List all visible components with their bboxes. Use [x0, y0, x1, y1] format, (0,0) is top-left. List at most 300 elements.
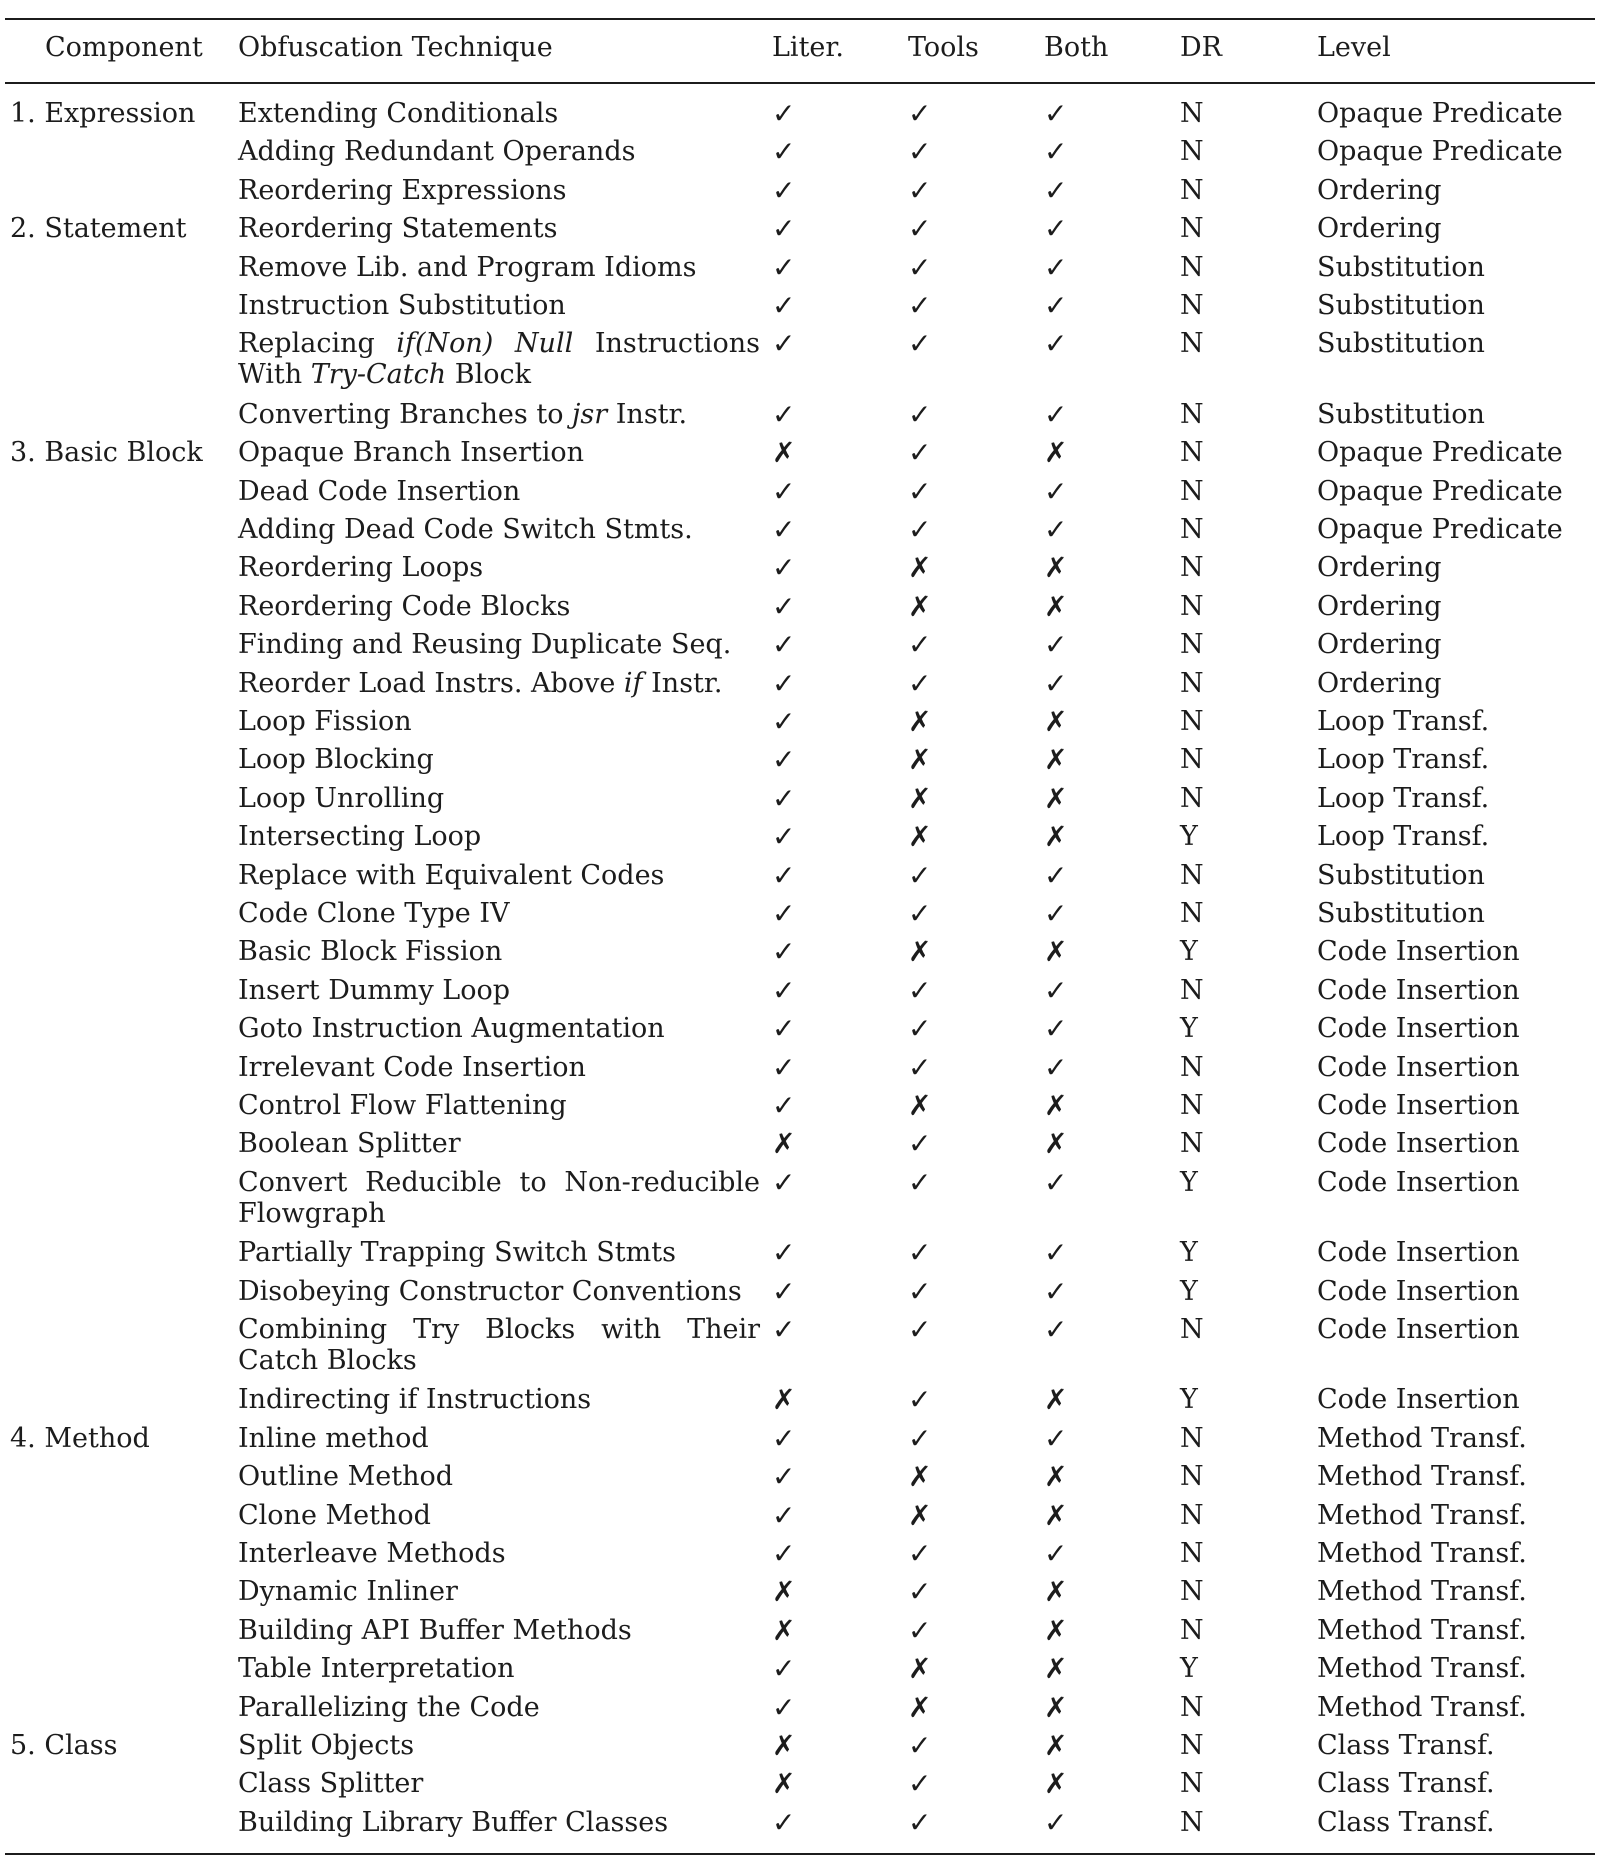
- level-cell: Class Transf.: [1317, 1768, 1495, 1800]
- tools-mark: ✓: [908, 666, 932, 700]
- dr-cell: N: [1180, 475, 1204, 507]
- liter-mark: ✓: [772, 1460, 796, 1494]
- component-cell: 4. Method: [10, 1422, 150, 1454]
- technique-text: Adding Dead Code Switch Stmts.: [238, 514, 693, 545]
- technique-text: Block: [446, 359, 531, 391]
- technique-text: Inline method: [238, 1422, 429, 1454]
- liter-mark: ✗: [772, 1127, 796, 1161]
- technique-text: Reordering Expressions: [238, 174, 567, 206]
- technique-cell: [238, 1276, 760, 1307]
- liter-mark: ✓: [772, 173, 796, 207]
- technique-text: Reordering Statements: [238, 213, 558, 245]
- technique-cell: [238, 175, 760, 206]
- technique-text: Reordering Code Blocks: [238, 590, 571, 622]
- technique-cell: [238, 1090, 760, 1121]
- level-cell: Loop Transf.: [1317, 706, 1490, 737]
- technique-cell: [238, 1237, 760, 1268]
- level-cell: Code Insertion: [1317, 974, 1520, 1006]
- dr-cell: N: [1180, 1051, 1204, 1083]
- technique-text: Code Clone Type IV: [238, 898, 510, 929]
- liter-mark: ✓: [772, 97, 796, 130]
- table-row: [0, 328, 1598, 398]
- technique-text: if(Non) Null: [396, 328, 574, 360]
- table-row: [0, 1461, 1598, 1499]
- dr-cell: Y: [1180, 821, 1198, 853]
- tools-mark: ✓: [908, 250, 932, 284]
- level-cell: Ordering: [1317, 629, 1442, 661]
- liter-mark: ✗: [772, 1767, 796, 1801]
- technique-cell: [238, 668, 760, 699]
- both-mark: ✓: [1044, 397, 1068, 431]
- technique-cell: [238, 252, 760, 283]
- liter-mark: ✓: [772, 628, 796, 662]
- table-row: [0, 514, 1598, 552]
- table-row: [0, 1500, 1598, 1538]
- table-row: [0, 1167, 1598, 1237]
- both-mark: ✓: [1044, 628, 1068, 662]
- technique-cell: [238, 1692, 760, 1723]
- both-mark: ✓: [1044, 666, 1068, 700]
- both-mark: ✓: [1044, 897, 1068, 930]
- level-cell: Loop Transf.: [1317, 782, 1490, 814]
- tools-mark: ✗: [908, 1498, 932, 1532]
- level-cell: Ordering: [1317, 213, 1442, 245]
- technique-cell: [238, 629, 760, 660]
- liter-mark: ✓: [772, 705, 796, 738]
- tools-mark: ✓: [908, 858, 932, 892]
- liter-mark: ✗: [772, 1729, 796, 1762]
- tools-mark: ✗: [908, 589, 932, 623]
- dr-cell: N: [1180, 974, 1204, 1006]
- level-cell: Code Insertion: [1317, 1128, 1520, 1160]
- table-row: [0, 1052, 1598, 1090]
- level-cell: Opaque Predicate: [1317, 475, 1563, 507]
- liter-mark: ✗: [772, 1575, 796, 1609]
- tools-mark: ✗: [908, 935, 932, 969]
- dr-cell: N: [1180, 174, 1204, 206]
- technique-cell: [238, 1167, 760, 1229]
- dr-cell: Y: [1180, 1275, 1198, 1307]
- liter-mark: ✓: [772, 1274, 796, 1308]
- both-mark: ✗: [1044, 1383, 1068, 1417]
- technique-text: Dynamic Inliner: [238, 1576, 458, 1608]
- liter-mark: ✓: [772, 781, 796, 815]
- technique-cell: [238, 437, 760, 468]
- tools-mark: ✓: [908, 1613, 932, 1647]
- table-row: [0, 1314, 1598, 1384]
- technique-cell: [238, 860, 760, 891]
- level-cell: Code Insertion: [1317, 1090, 1520, 1121]
- technique-cell: [238, 1653, 760, 1684]
- dr-cell: N: [1180, 1538, 1204, 1569]
- technique-cell: [238, 821, 760, 852]
- technique-text: Adding Redundant Operands: [238, 136, 636, 168]
- technique-text: Extending Conditionals: [238, 98, 559, 129]
- table-row: [0, 821, 1598, 859]
- level-cell: Method Transf.: [1317, 1576, 1527, 1608]
- both-mark: ✓: [1044, 1236, 1068, 1270]
- technique-cell: [238, 591, 760, 622]
- tools-mark: ✓: [908, 212, 932, 246]
- liter-mark: ✓: [772, 1313, 796, 1346]
- tools-mark: ✓: [908, 1575, 932, 1609]
- both-mark: ✗: [1044, 705, 1068, 738]
- tools-mark: ✓: [908, 1127, 932, 1161]
- tools-mark: ✓: [908, 97, 932, 130]
- tools-mark: ✗: [908, 1690, 932, 1724]
- liter-mark: ✓: [772, 666, 796, 700]
- technique-cell: [238, 552, 760, 583]
- liter-mark: ✓: [772, 935, 796, 969]
- table-row: [0, 1423, 1598, 1461]
- level-cell: Opaque Predicate: [1317, 98, 1563, 129]
- dr-cell: Y: [1180, 936, 1198, 968]
- both-mark: ✗: [1044, 551, 1068, 585]
- technique-text: Indirecting if Instructions: [238, 1384, 592, 1416]
- technique-text: Reorder Load Instrs. Above: [238, 667, 624, 699]
- both-mark: ✓: [1044, 289, 1068, 322]
- dr-cell: N: [1180, 398, 1204, 430]
- technique-text: Clone Method: [238, 1499, 431, 1531]
- technique-text: Insert Dummy Loop: [238, 974, 511, 1006]
- table-row: [0, 1730, 1598, 1768]
- technique-text: Building API Buffer Methods: [238, 1614, 632, 1646]
- both-mark: ✓: [1044, 1421, 1068, 1455]
- technique-text: Loop Blocking: [238, 744, 434, 776]
- technique-cell: [238, 1576, 760, 1607]
- tools-mark: ✗: [908, 705, 932, 738]
- both-mark: ✓: [1044, 513, 1068, 546]
- both-mark: ✗: [1044, 935, 1068, 969]
- liter-mark: ✓: [772, 212, 796, 246]
- tools-mark: ✓: [908, 513, 932, 546]
- technique-cell: [238, 1500, 760, 1531]
- both-mark: ✓: [1044, 327, 1068, 361]
- technique-cell: [238, 1013, 760, 1044]
- technique-cell: [238, 136, 760, 167]
- level-cell: Substitution: [1317, 290, 1485, 321]
- tools-mark: ✓: [908, 1050, 932, 1084]
- dr-cell: N: [1180, 251, 1204, 283]
- both-mark: ✗: [1044, 1613, 1068, 1647]
- tools-mark: ✓: [908, 397, 932, 431]
- table-row: [0, 1237, 1598, 1275]
- dr-cell: Y: [1180, 1013, 1198, 1045]
- technique-text: Replace with Equivalent Codes: [238, 859, 665, 891]
- dr-cell: Y: [1180, 1237, 1198, 1269]
- technique-text: Dead Code Insertion: [238, 475, 521, 507]
- technique-cell: [238, 1314, 760, 1376]
- level-cell: Code Insertion: [1317, 1166, 1520, 1198]
- tools-mark: ✓: [908, 1274, 932, 1308]
- table-row: [0, 1615, 1598, 1653]
- dr-cell: N: [1180, 136, 1204, 168]
- liter-mark: ✓: [772, 513, 796, 546]
- both-mark: ✗: [1044, 820, 1068, 854]
- dr-cell: N: [1180, 1314, 1204, 1345]
- technique-cell: [238, 1768, 760, 1799]
- dr-cell: N: [1180, 1128, 1204, 1160]
- level-cell: Class Transf.: [1317, 1806, 1495, 1838]
- dr-cell: N: [1180, 1461, 1204, 1493]
- table-row: [0, 1013, 1598, 1051]
- technique-text: jsr: [572, 398, 608, 430]
- tools-mark: ✓: [908, 327, 932, 361]
- table-row: [0, 552, 1598, 590]
- liter-mark: ✓: [772, 1050, 796, 1084]
- technique-text: Interleave Methods: [238, 1538, 506, 1569]
- component-cell: 5. Class: [10, 1730, 118, 1761]
- tools-mark: ✓: [908, 1383, 932, 1417]
- liter-mark: ✓: [772, 327, 796, 361]
- header-technique: Obfuscation Technique: [238, 32, 553, 63]
- header-level: Level: [1317, 32, 1391, 63]
- table-row: [0, 629, 1598, 667]
- tools-mark: ✓: [908, 173, 932, 207]
- table-row: [0, 668, 1598, 706]
- technique-text: Parallelizing the Code: [238, 1691, 540, 1723]
- liter-mark: ✓: [772, 743, 796, 777]
- both-mark: ✓: [1044, 1012, 1068, 1046]
- dr-cell: N: [1180, 782, 1204, 814]
- tools-mark: ✗: [908, 743, 932, 777]
- level-cell: Method Transf.: [1317, 1614, 1527, 1646]
- level-cell: Method Transf.: [1317, 1691, 1527, 1723]
- table-header: [0, 32, 1598, 68]
- technique-text: Instr.: [642, 667, 723, 699]
- technique-cell: [238, 1538, 760, 1569]
- technique-text: Opaque Branch Insertion: [238, 437, 585, 469]
- technique-text: Disobeying Constructor Conventions: [238, 1275, 742, 1307]
- level-cell: Ordering: [1317, 590, 1442, 622]
- technique-text: Loop Unrolling: [238, 782, 445, 814]
- level-cell: Method Transf.: [1317, 1461, 1527, 1493]
- level-cell: Substitution: [1317, 398, 1485, 430]
- both-mark: ✗: [1044, 781, 1068, 815]
- both-mark: ✗: [1044, 1089, 1068, 1122]
- technique-text: Replacing: [238, 328, 397, 360]
- technique-text: Converting Branches to: [238, 398, 573, 430]
- table-row: [0, 136, 1598, 174]
- liter-mark: ✓: [772, 135, 796, 169]
- liter-mark: ✓: [772, 858, 796, 892]
- dr-cell: N: [1180, 744, 1204, 776]
- liter-mark: ✓: [772, 820, 796, 854]
- tools-mark: ✓: [908, 474, 932, 508]
- both-mark: ✗: [1044, 1575, 1068, 1609]
- table-row: [0, 213, 1598, 251]
- technique-text: Goto Instruction Augmentation: [238, 1013, 665, 1045]
- liter-mark: ✓: [772, 1537, 796, 1570]
- table-row: [0, 975, 1598, 1013]
- dr-cell: N: [1180, 898, 1204, 929]
- table-row: [0, 1276, 1598, 1314]
- technique-cell: [238, 1423, 760, 1454]
- technique-text: Combining Try Blocks with Their Catch Blocks: [238, 1314, 760, 1376]
- both-mark: ✓: [1044, 1274, 1068, 1308]
- both-mark: ✓: [1044, 474, 1068, 508]
- technique-text: Irrelevant Code Insertion: [238, 1051, 586, 1083]
- technique-cell: [238, 898, 760, 929]
- level-cell: Method Transf.: [1317, 1422, 1527, 1454]
- technique-text: Table Interpretation: [238, 1653, 515, 1685]
- liter-mark: ✓: [772, 551, 796, 585]
- tools-mark: ✓: [908, 628, 932, 662]
- dr-cell: N: [1180, 552, 1204, 584]
- dr-cell: Y: [1180, 1384, 1198, 1416]
- technique-text: Reordering Loops: [238, 552, 484, 584]
- technique-text: Split Objects: [238, 1730, 415, 1761]
- dr-cell: N: [1180, 1691, 1204, 1723]
- liter-mark: ✓: [772, 1421, 796, 1455]
- header-liter: Liter.: [772, 32, 844, 63]
- liter-mark: ✓: [772, 474, 796, 508]
- table-row: [0, 936, 1598, 974]
- technique-text: Remove Lib. and Program Idioms: [238, 251, 697, 283]
- level-cell: Code Insertion: [1317, 1237, 1520, 1269]
- tools-mark: ✓: [908, 897, 932, 930]
- both-mark: ✓: [1044, 173, 1068, 207]
- technique-text: Outline Method: [238, 1461, 453, 1493]
- both-mark: ✗: [1044, 1767, 1068, 1801]
- technique-text: Convert Reducible to Non-reducible Flowgraph: [238, 1166, 760, 1229]
- technique-text: if: [623, 667, 643, 699]
- dr-cell: N: [1180, 859, 1204, 891]
- technique-cell: [238, 476, 760, 507]
- header-both: Both: [1044, 32, 1109, 63]
- level-cell: Method Transf.: [1317, 1653, 1527, 1685]
- table-row: [0, 175, 1598, 213]
- technique-cell: [238, 1615, 760, 1646]
- table-row: [0, 898, 1598, 936]
- both-mark: ✓: [1044, 1805, 1068, 1839]
- liter-mark: ✗: [772, 1613, 796, 1647]
- technique-cell: [238, 1807, 760, 1838]
- level-cell: Code Insertion: [1317, 1314, 1520, 1345]
- level-cell: Substitution: [1317, 328, 1485, 360]
- tools-mark: ✓: [908, 436, 932, 470]
- table-row: [0, 1538, 1598, 1576]
- liter-mark: ✗: [772, 436, 796, 470]
- tools-mark: ✓: [908, 135, 932, 169]
- technique-text: Loop Fission: [238, 706, 412, 737]
- tools-mark: ✗: [908, 1089, 932, 1122]
- level-cell: Code Insertion: [1317, 1275, 1520, 1307]
- level-cell: Method Transf.: [1317, 1499, 1527, 1531]
- both-mark: ✗: [1044, 589, 1068, 623]
- tools-mark: ✓: [908, 1537, 932, 1570]
- level-cell: Substitution: [1317, 251, 1485, 283]
- technique-cell: [238, 1052, 760, 1083]
- table-row: [0, 290, 1598, 328]
- both-mark: ✓: [1044, 212, 1068, 246]
- table-row: [0, 1576, 1598, 1614]
- liter-mark: ✓: [772, 1089, 796, 1122]
- level-cell: Code Insertion: [1317, 1051, 1520, 1083]
- dr-cell: N: [1180, 1576, 1204, 1608]
- liter-mark: ✓: [772, 589, 796, 623]
- table-header-rule: [5, 82, 1595, 84]
- liter-mark: ✓: [772, 250, 796, 284]
- both-mark: ✗: [1044, 1127, 1068, 1161]
- level-cell: Loop Transf.: [1317, 821, 1490, 853]
- table-row: [0, 744, 1598, 782]
- technique-cell: [238, 744, 760, 775]
- liter-mark: ✓: [772, 973, 796, 1007]
- level-cell: Opaque Predicate: [1317, 514, 1563, 545]
- table-top-rule: [5, 18, 1595, 20]
- table-row: [0, 1807, 1598, 1845]
- both-mark: ✓: [1044, 1537, 1068, 1570]
- both-mark: ✓: [1044, 858, 1068, 892]
- technique-cell: [238, 936, 760, 967]
- liter-mark: ✓: [772, 1012, 796, 1046]
- technique-text: Try-Catch: [310, 359, 447, 391]
- liter-mark: ✓: [772, 1165, 796, 1199]
- technique-text: Instr.: [607, 398, 688, 430]
- level-cell: Code Insertion: [1317, 1013, 1520, 1045]
- both-mark: ✓: [1044, 973, 1068, 1007]
- dr-cell: N: [1180, 328, 1204, 360]
- technique-cell: [238, 1461, 760, 1492]
- tools-mark: ✓: [908, 1421, 932, 1455]
- tools-mark: ✗: [908, 781, 932, 815]
- technique-cell: [238, 98, 760, 129]
- liter-mark: ✓: [772, 289, 796, 322]
- dr-cell: N: [1180, 98, 1204, 129]
- dr-cell: N: [1180, 590, 1204, 622]
- technique-cell: [238, 1384, 760, 1415]
- table-row: [0, 1768, 1598, 1806]
- tools-mark: ✓: [908, 973, 932, 1007]
- dr-cell: Y: [1180, 1653, 1198, 1685]
- dr-cell: Y: [1180, 1166, 1198, 1198]
- level-cell: Substitution: [1317, 898, 1485, 929]
- table-row: [0, 437, 1598, 475]
- component-cell: 1. Expression: [10, 98, 196, 129]
- dr-cell: N: [1180, 1422, 1204, 1454]
- tools-mark: ✗: [908, 1460, 932, 1494]
- liter-mark: ✓: [772, 1805, 796, 1839]
- both-mark: ✗: [1044, 1460, 1068, 1494]
- level-cell: Method Transf.: [1317, 1538, 1527, 1569]
- technique-text: Control Flow Flattening: [238, 1090, 567, 1121]
- both-mark: ✓: [1044, 97, 1068, 130]
- both-mark: ✗: [1044, 1498, 1068, 1532]
- technique-text: Basic Block Fission: [238, 936, 503, 968]
- tools-mark: ✓: [908, 1236, 932, 1270]
- header-tools: Tools: [908, 32, 979, 63]
- tools-mark: ✓: [908, 1313, 932, 1346]
- dr-cell: N: [1180, 290, 1204, 321]
- dr-cell: N: [1180, 514, 1204, 545]
- dr-cell: N: [1180, 1730, 1204, 1761]
- technique-text: Intersecting Loop: [238, 821, 482, 853]
- dr-cell: N: [1180, 667, 1204, 699]
- level-cell: Ordering: [1317, 552, 1442, 584]
- level-cell: Ordering: [1317, 174, 1442, 206]
- both-mark: ✗: [1044, 1652, 1068, 1686]
- level-cell: Ordering: [1317, 667, 1442, 699]
- tools-mark: ✓: [908, 1165, 932, 1199]
- tools-mark: ✓: [908, 1729, 932, 1762]
- both-mark: ✓: [1044, 1165, 1068, 1199]
- tools-mark: ✓: [908, 289, 932, 322]
- liter-mark: ✓: [772, 897, 796, 930]
- dr-cell: N: [1180, 1768, 1204, 1800]
- dr-cell: N: [1180, 1499, 1204, 1531]
- table-bottom-rule: [5, 1853, 1595, 1855]
